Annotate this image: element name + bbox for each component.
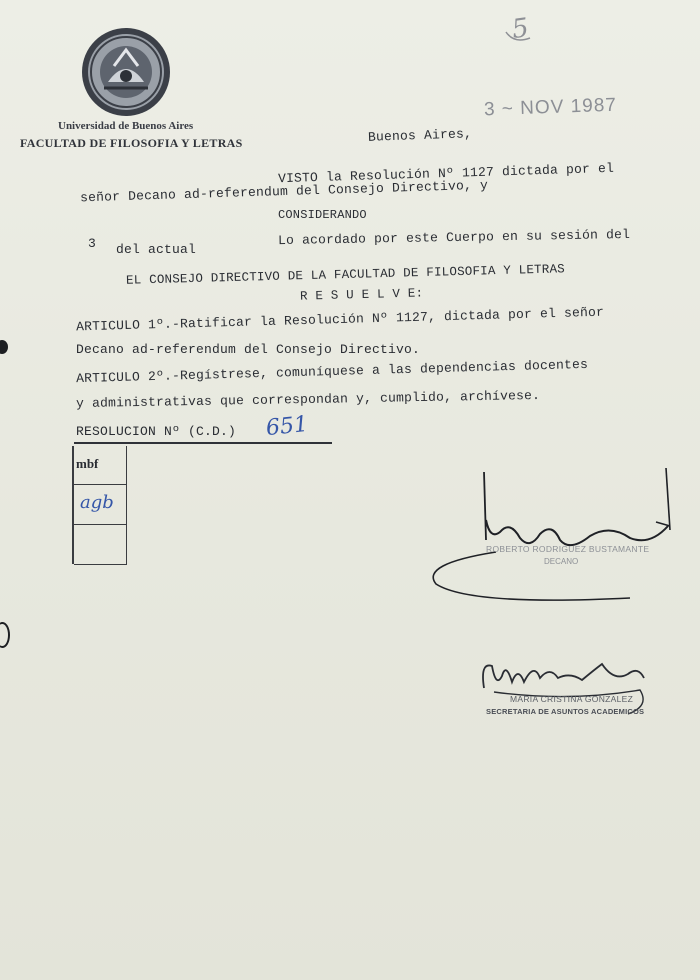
university-seal [80,26,172,118]
university-name: Universidad de Buenos Aires [58,120,194,132]
resolution-number: 651 [264,411,310,442]
dean-signature [420,460,680,610]
initials-cell-1 [74,446,127,485]
secretary-name: MARIA CRISTINA GONZALEZ [510,694,634,704]
resolution-underline [74,442,332,444]
acordado-text: Lo acordado por este Cuerpo en su sesión del [277,226,631,249]
initials-first: mbf [76,456,99,471]
council-heading: EL CONSEJO DIRECTIVO DE LA FACULTAD DE FILOSOFIA Y LETRAS [125,262,566,288]
resuelve-heading: R E S U E L V E: [299,286,424,304]
initials-second: agb [80,492,114,513]
punch-hole-bottom [0,622,10,648]
article-1-line-2: Decano ad-referendum del Consejo Directivo. [76,342,421,357]
page-number-mark: 5 [509,12,531,46]
city-text: Buenos Aires, [367,126,473,145]
considerando-heading: CONSIDERANDO [278,208,367,222]
article-2-line-1: ARTICULO 2º.-Regístrese, comuníquese a las dependencias docentes [75,356,589,387]
visto-line-1: VISTO la Resolución Nº 1127 dictada por el [277,160,615,187]
resolution-label: RESOLUCION Nº (C.D.) [76,424,237,439]
session-day: 3 [88,236,97,251]
dean-name: ROBERTO RODRIGUEZ BUSTAMANTE [486,544,650,554]
secretary-title: SECRETARIA DE ASUNTOS ACADEMICOS [486,707,645,716]
article-2-line-2: y administrativas que correspondan y, cumplido, archívese. [75,387,541,412]
del-actual-text: del actual [116,242,197,257]
date-stamp: 3 ~ NOV 1987 [483,94,618,121]
initials-cell-2 [74,484,127,525]
initials-box [72,446,114,564]
article-1-line-1: ARTICULO 1º.-Ratificar la Resolución Nº 1127, dictada por el señor [75,304,605,335]
dean-title: DECANO [544,557,579,566]
visto-line-2: señor Decano ad-referendum del Consejo Directivo, y [79,177,489,206]
punch-hole-top [0,340,8,354]
faculty-name: FACULTAD DE FILOSOFIA Y LETRAS [20,136,243,150]
initials-cell-3 [74,524,127,565]
page-mark-stroke [504,28,534,44]
